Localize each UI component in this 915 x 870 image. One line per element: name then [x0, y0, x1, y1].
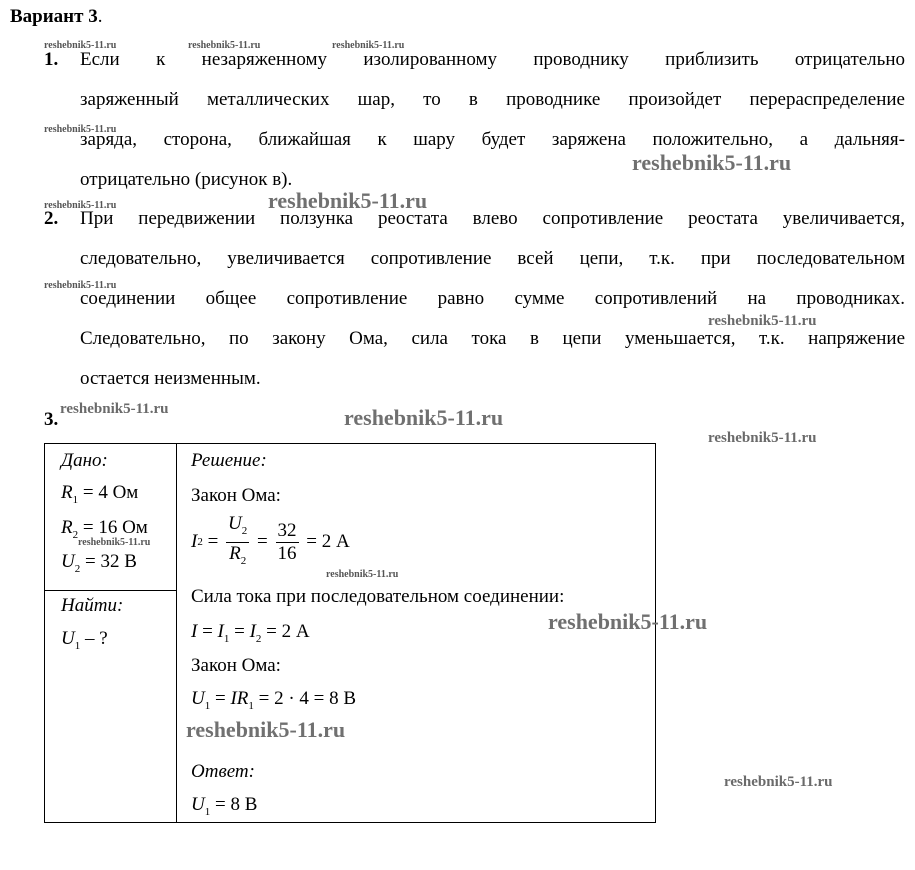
table-horizontal-divider	[45, 590, 176, 591]
question-3-number: 3.	[44, 409, 59, 430]
eq2-b-sub: 1	[223, 632, 230, 645]
answer-header-colon: :	[248, 761, 255, 782]
watermark: reshebnik5-11.ru	[708, 313, 817, 329]
eq1-f2-num: 32	[277, 519, 297, 541]
eq3-eq: =	[210, 688, 231, 709]
watermark: reshebnik5-11.ru	[332, 40, 405, 51]
watermark: reshebnik5-11.ru	[186, 717, 346, 742]
question-2-line-3: соединении общее сопротивление равно сумме сопротивлений на проводниках.	[80, 288, 905, 309]
solution-header-colon: :	[260, 450, 267, 471]
find-header-label: Найти	[61, 595, 117, 616]
watermark: reshebnik5-11.ru	[44, 200, 117, 211]
find-u1-sub: 1	[74, 639, 81, 652]
question-1-line-2: заряженный металлических шар, то в проводнике произойдет перераспределение	[80, 89, 905, 110]
eq2-result: = 2 А	[261, 621, 310, 642]
solution-header	[191, 450, 267, 472]
eq3-lhs: U	[191, 688, 205, 709]
eq1-f1-den-sub: 2	[240, 554, 247, 567]
answer-header	[191, 761, 255, 783]
eq3-lhs-sub: 1	[204, 699, 211, 712]
eq1-fraction-2	[276, 520, 299, 565]
variant-title	[10, 6, 102, 28]
question-2-line-1: При передвижении ползунка реостата влево сопротивление реостата увеличивается,	[80, 208, 905, 229]
eq2-a: I	[191, 621, 198, 642]
series-text: Сила тока при последовательном соединении:	[191, 586, 565, 607]
watermark: reshebnik5-11.ru	[344, 405, 504, 430]
eq1-lhs-symbol: I	[191, 531, 198, 552]
eq1-f1-num-sub: 2	[241, 524, 248, 537]
eq1-fraction-1	[226, 513, 249, 572]
question-1-line-3: заряда, сторона, ближайшая к шару будет заряжена положительно, а дальняя-	[80, 129, 905, 150]
eq2-c-sub: 2	[255, 632, 262, 645]
given-u2-value: = 32 В	[80, 551, 137, 572]
eq3-result: = 2 · 4 = 8 В	[253, 688, 357, 709]
watermark: reshebnik5-11.ru	[268, 188, 428, 213]
given-r2-sub: 2	[72, 528, 79, 541]
given-r1-value: = 4 Ом	[78, 482, 139, 503]
question-1-line-1: Если к незаряженному изолированному проводнику приблизить отрицательно	[80, 49, 905, 70]
given-r1-sub: 1	[72, 493, 79, 506]
question-2	[0, 199, 905, 399]
given-r1	[61, 482, 138, 506]
variant-title-label: Вариант 3	[10, 6, 98, 27]
eq1-equals-2: =	[252, 531, 273, 552]
eq2-eq-b: =	[229, 621, 250, 642]
eq1-lhs-sub: 2	[197, 536, 203, 548]
watermark: reshebnik5-11.ru	[188, 40, 261, 51]
question-2-number: 2.	[44, 208, 59, 229]
watermark: reshebnik5-11.ru	[708, 430, 817, 446]
equation-series-current	[191, 621, 310, 645]
watermark: reshebnik5-11.ru	[326, 569, 399, 580]
eq3-ir: IR	[230, 688, 249, 709]
given-header	[61, 450, 108, 472]
answer-rest: = 8 В	[210, 794, 258, 815]
answer-sub: 1	[204, 805, 211, 818]
find-u1-symbol: U	[61, 628, 75, 649]
find-header	[61, 595, 123, 617]
eq2-eq-a: =	[197, 621, 218, 642]
answer-header-label: Ответ	[191, 761, 249, 782]
watermark: reshebnik5-11.ru	[632, 150, 792, 175]
find-u1-value: – ?	[80, 628, 108, 649]
question-1-number: 1.	[44, 49, 59, 70]
eq2-c: I	[249, 621, 256, 642]
find-u1	[61, 628, 108, 652]
equation-i2	[191, 514, 350, 570]
variant-title-dot: .	[97, 6, 103, 27]
watermark: reshebnik5-11.ru	[724, 774, 833, 790]
given-header-label: Дано	[61, 450, 102, 471]
eq3-ir-sub: 1	[248, 699, 254, 712]
watermark: reshebnik5-11.ru	[60, 401, 169, 417]
solution-header-label: Решение	[191, 450, 261, 471]
answer-value	[191, 794, 257, 818]
watermark: reshebnik5-11.ru	[548, 609, 708, 634]
question-1	[0, 40, 905, 200]
given-u2-symbol: U	[61, 551, 75, 572]
given-u2-sub: 2	[74, 562, 81, 575]
given-header-colon: :	[101, 450, 108, 471]
eq1-f1-den-symbol: R	[229, 542, 241, 564]
eq2-b: I	[217, 621, 224, 642]
table-vertical-divider	[176, 444, 177, 822]
question-2-line-2: следовательно, увеличивается сопротивление всей цепи, т.к. при последовательном	[80, 248, 905, 269]
question-2-line-5: остается неизменным.	[80, 368, 261, 389]
equation-u1	[191, 688, 356, 712]
eq1-result: = 2 А	[301, 531, 350, 552]
given-r2-symbol: R	[61, 517, 73, 538]
watermark: reshebnik5-11.ru	[78, 537, 151, 548]
eq1-f2-den: 16	[277, 542, 297, 564]
answer-symbol: U	[191, 794, 205, 815]
question-1-line-4: отрицательно (рисунок в).	[80, 169, 293, 190]
watermark: reshebnik5-11.ru	[44, 40, 117, 51]
question-2-line-4: Следовательно, по закону Ома, сила тока в цепи уменьшается, т.к. напряжение	[80, 328, 905, 349]
eq1-equals-1: =	[202, 531, 224, 552]
ohm-law-2: Закон Ома:	[191, 655, 281, 676]
given-r1-symbol: R	[61, 482, 73, 503]
given-r2-value: = 16 Ом	[78, 517, 148, 538]
ohm-law-1: Закон Ома:	[191, 485, 281, 506]
find-header-colon: :	[116, 595, 124, 616]
given-u2	[61, 551, 137, 575]
watermark: reshebnik5-11.ru	[44, 280, 117, 291]
eq1-f1-num-symbol: U	[228, 512, 242, 534]
watermark: reshebnik5-11.ru	[44, 124, 117, 135]
